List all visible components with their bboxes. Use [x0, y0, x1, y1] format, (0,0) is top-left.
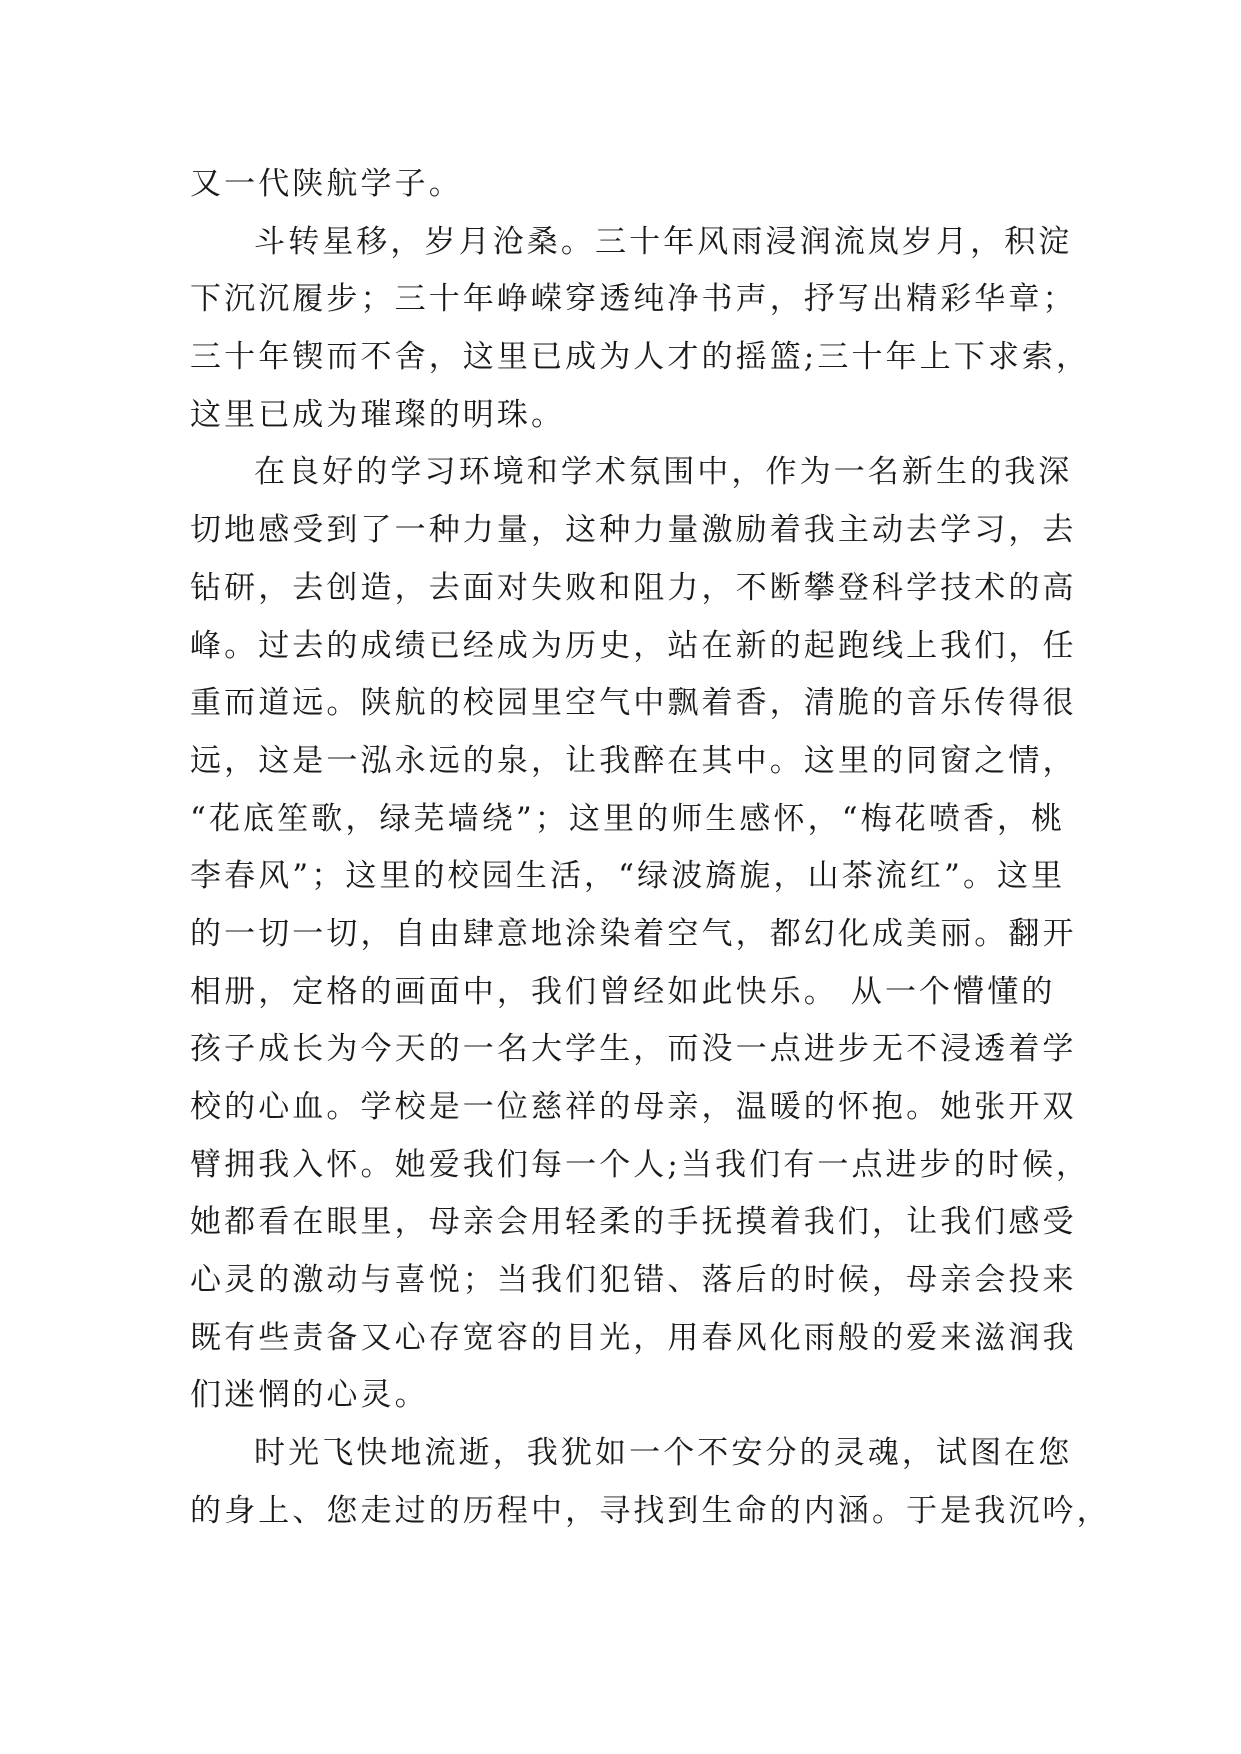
text-line: 相册，定格的画面中，我们曾经如此快乐。 从一个懵懂的	[190, 973, 1056, 1010]
text-line: 峰。过去的成绩已经成为历史，站在新的起跑线上我们，任	[190, 627, 1077, 664]
text-line: 既有些责备又心存宽容的目光，用春风化雨般的爱来滋润我	[190, 1319, 1077, 1356]
text-line: 远，这是一泓永远的泉，让我醉在其中。这里的同窗之情，	[190, 742, 1077, 779]
text-line: 李春风”；这里的校园生活，“绿波旖旎，山茶流红”。这里	[190, 858, 1066, 895]
text-line: 切地感受到了一种力量，这种力量激励着我主动去学习，去	[190, 512, 1077, 549]
text-line: 三十年锲而不舍，这里已成为人才的摇篮;三十年上下求索，	[190, 339, 1091, 376]
text-line: 孩子成长为今天的一名大学生，而没一点进步无不浸透着学	[190, 1031, 1077, 1068]
text-line: “花底笙歌，绿芜墙绕”；这里的师生感怀，“梅花喷香，桃	[190, 800, 1066, 837]
text-line: 的身上、您走过的历程中，寻找到生命的内涵。于是我沉吟，	[190, 1492, 1111, 1529]
body-text	[190, 156, 1111, 1541]
text-line: 下沉沉履步；三十年峥嵘穿透纯净书声，抒写出精彩华章；	[190, 281, 1077, 318]
text-line: 们迷惘的心灵。	[190, 1377, 429, 1414]
paragraph-first-line: 斗转星移，岁月沧桑。三十年风雨浸润流岚岁月，积淀	[254, 223, 1073, 260]
text-line: 臂拥我入怀。她爱我们每一个人;当我们有一点进步的时候，	[190, 1146, 1091, 1183]
text-line: 这里已成为璀璨的明珠。	[190, 396, 566, 433]
text-line: 她都看在眼里，母亲会用轻柔的手抚摸着我们，让我们感受	[190, 1204, 1077, 1241]
text-line: 又一代陕航学子。	[190, 166, 463, 202]
text-line: 的一切一切，自由肆意地涂染着空气，都幻化成美丽。翻开	[190, 915, 1077, 952]
text-line: 心灵的激动与喜悦；当我们犯错、落后的时候，母亲会投来	[190, 1262, 1077, 1299]
paragraph-first-line: 在良好的学习环境和学术氛围中，作为一名新生的我深	[254, 454, 1073, 491]
text-line: 钻研，去创造，去面对失败和阻力，不断攀登科学技术的高	[190, 569, 1077, 606]
text-line: 重而道远。陕航的校园里空气中飘着香，清脆的音乐传得很	[190, 685, 1077, 722]
text-line: 校的心血。学校是一位慈祥的母亲，温暖的怀抱。她张开双	[190, 1089, 1077, 1125]
paragraph-first-line: 时光飞快地流逝，我犹如一个不安分的灵魂，试图在您	[254, 1435, 1073, 1472]
